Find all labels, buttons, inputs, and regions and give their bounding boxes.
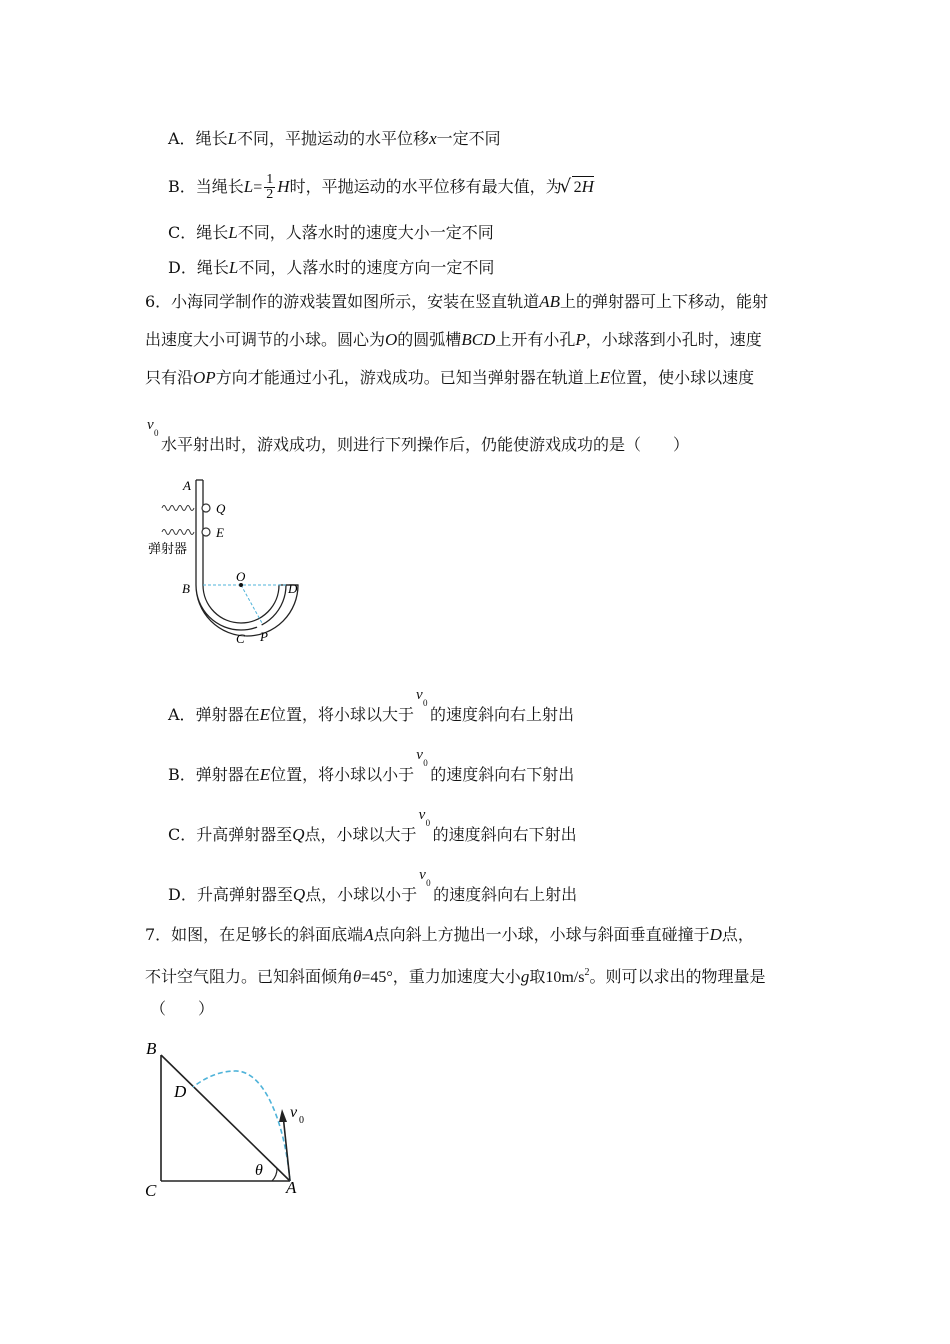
var-v: v (419, 867, 426, 883)
v0-symbol (417, 807, 433, 840)
label-a: A (286, 1178, 297, 1197)
text: 出速度大小可调节的小球。圆心为 (145, 330, 386, 349)
text: =45°，重力加速度大小 (361, 969, 521, 986)
option-label: C． (168, 825, 197, 844)
q7-line-1 (145, 924, 754, 946)
text: 6．小海同学制作的游戏装置如图所示，安装在竖直轨道 (145, 292, 540, 311)
ball-e (202, 528, 210, 536)
arc-inner (203, 585, 279, 623)
label-b: B (182, 581, 190, 596)
subscript-0: 0 (423, 758, 428, 768)
subscript-0: 0 (426, 878, 431, 888)
option-label: D． (168, 885, 197, 904)
label-theta: θ (255, 1162, 263, 1179)
fraction-numerator: 1 (266, 172, 274, 187)
text: 不同，人落水时的速度方向一定不同 (238, 258, 495, 277)
var-position: E (259, 705, 270, 724)
var-v: v (418, 807, 426, 823)
subscript-0: 0 (154, 428, 159, 438)
text: 点，小球以大于 (304, 825, 417, 844)
label-b: B (146, 1039, 157, 1058)
q5-option-b (168, 170, 594, 205)
var-L: L (228, 223, 238, 242)
var-g: g (520, 967, 530, 986)
label-e: E (216, 525, 224, 540)
text: ，小球落到小孔时，速度 (585, 330, 762, 349)
q5-option-a (168, 128, 501, 150)
var-A: A (363, 925, 374, 944)
text: 绳长 (195, 129, 228, 148)
var-L: L (243, 177, 254, 196)
var-D: D (709, 925, 722, 944)
subscript-0: 0 (425, 818, 431, 828)
arrow-head (279, 1109, 287, 1122)
v0-symbol (414, 747, 430, 780)
text: 不同，人落水时的速度大小一定不同 (237, 223, 494, 242)
text: 7．如图，在足够长的斜面底端 (145, 925, 364, 944)
g-value: 10m/s (545, 969, 585, 986)
text: 点， (721, 925, 754, 944)
var-theta: θ (353, 967, 362, 986)
q6-line-2 (145, 329, 762, 351)
label-v: v (290, 1104, 298, 1121)
text: 时，平抛运动的水平位移有最大值，为 (289, 177, 562, 196)
option-label: B． (168, 765, 196, 784)
sqrt-expression (562, 170, 594, 205)
q6-option-d (168, 867, 578, 906)
var-P: P (575, 330, 586, 349)
var-O: O (385, 330, 398, 349)
label-q: Q (216, 501, 226, 516)
text: 只有沿 (145, 368, 194, 387)
q7-figure (140, 1035, 320, 1210)
var-E: E (599, 368, 611, 387)
v0-symbol (417, 867, 433, 900)
label-o: O (236, 569, 246, 584)
var-AB: AB (539, 292, 560, 311)
q6-option-a (168, 687, 574, 726)
q6-line-3 (145, 367, 754, 389)
text: 水平射出时，游戏成功，则进行下列操作后，仍能使游戏成功的是（ ） (161, 435, 690, 454)
var-v: v (147, 417, 154, 433)
var-BCD: BCD (461, 330, 496, 349)
var-OP: OP (193, 368, 216, 387)
arc-outer (196, 585, 298, 636)
var-L: L (227, 129, 238, 148)
ball-q (202, 504, 210, 512)
label-v-sub: 0 (299, 1115, 304, 1126)
label-p: P (260, 629, 268, 644)
q7-line-3 (150, 998, 214, 1020)
label-c: C (236, 631, 245, 646)
trajectory (193, 1071, 290, 1181)
dashed-op (241, 585, 262, 623)
text: 的速度斜向右下射出 (430, 765, 575, 784)
answer-brackets: （ ） (150, 999, 215, 1018)
var-L: L (228, 258, 239, 277)
angle-arc (272, 1168, 277, 1181)
text: 上开有小孔 (495, 330, 576, 349)
var-position: Q (292, 825, 305, 844)
text: 取 (529, 967, 546, 986)
option-label: A． (168, 705, 196, 724)
option-label: D． (168, 258, 197, 277)
spring-e (162, 530, 194, 535)
q6-figure (140, 475, 320, 650)
subscript-0: 0 (422, 698, 428, 708)
text: 方向才能通过小孔，游戏成功。已知当弹射器在轨道上 (215, 368, 600, 387)
text: 一定不同 (436, 129, 501, 148)
var-v: v (415, 687, 423, 703)
text: 。则可以求出的物理量是 (589, 967, 766, 986)
q5-option-d (168, 257, 494, 279)
q5-option-c (168, 222, 494, 244)
q6-line-4 (145, 417, 690, 456)
option-label: A． (168, 129, 196, 148)
text: 不计空气阻力。已知斜面倾角 (145, 967, 354, 986)
text: 位置，使小球以速度 (610, 368, 755, 387)
label-launcher: 弹射器 (148, 542, 188, 557)
q6-option-c (168, 807, 577, 846)
text: 不同，平抛运动的水平位移 (237, 129, 430, 148)
label-a: A (183, 478, 191, 493)
text: 的速度斜向右上射出 (429, 705, 574, 724)
equals-sign: = (253, 179, 263, 196)
text: 的圆弧槽 (397, 330, 462, 349)
label-d: D (288, 581, 298, 596)
text: 点向斜上方抛出一小球，小球与斜面垂直碰撞于 (373, 925, 710, 944)
text: 位置，将小球以小于 (270, 765, 415, 784)
text: 绳长 (196, 223, 229, 242)
text: 上的弹射器可上下移动，能射 (559, 292, 768, 311)
fraction-denominator: 2 (266, 187, 274, 202)
incline-ab (161, 1055, 290, 1181)
sqrt-arg: 2 (573, 179, 582, 196)
q7-line-2 (145, 962, 765, 989)
q6-option-b (168, 747, 575, 786)
var-position: Q (292, 885, 306, 904)
text: 位置，将小球以大于 (269, 705, 414, 724)
text: 点，小球以小于 (305, 885, 418, 904)
option-label: B． (168, 177, 196, 196)
velocity-arrow (283, 1115, 290, 1181)
label-c: C (145, 1181, 157, 1200)
var-position: E (259, 765, 271, 784)
q6-line-1 (145, 291, 768, 313)
text: 的速度斜向右上射出 (433, 885, 578, 904)
text: 绳长 (196, 258, 229, 277)
option-label: C． (168, 223, 197, 242)
text: 升高弹射器至 (196, 825, 293, 844)
text: 当绳长 (195, 177, 244, 196)
spring-q (162, 506, 194, 511)
v0-symbol (414, 687, 430, 720)
label-d: D (174, 1082, 187, 1101)
text: 弹射器在 (195, 705, 260, 724)
text: 的速度斜向右下射出 (432, 825, 577, 844)
var-H: H (277, 177, 290, 196)
fraction-half (264, 173, 275, 202)
var-v: v (416, 747, 423, 763)
v0-symbol (145, 417, 161, 450)
text: 升高弹射器至 (196, 885, 293, 904)
superscript-2: 2 (584, 967, 590, 978)
text: 弹射器在 (195, 765, 260, 784)
var-x: x (429, 129, 437, 148)
var-H: H (581, 177, 594, 196)
